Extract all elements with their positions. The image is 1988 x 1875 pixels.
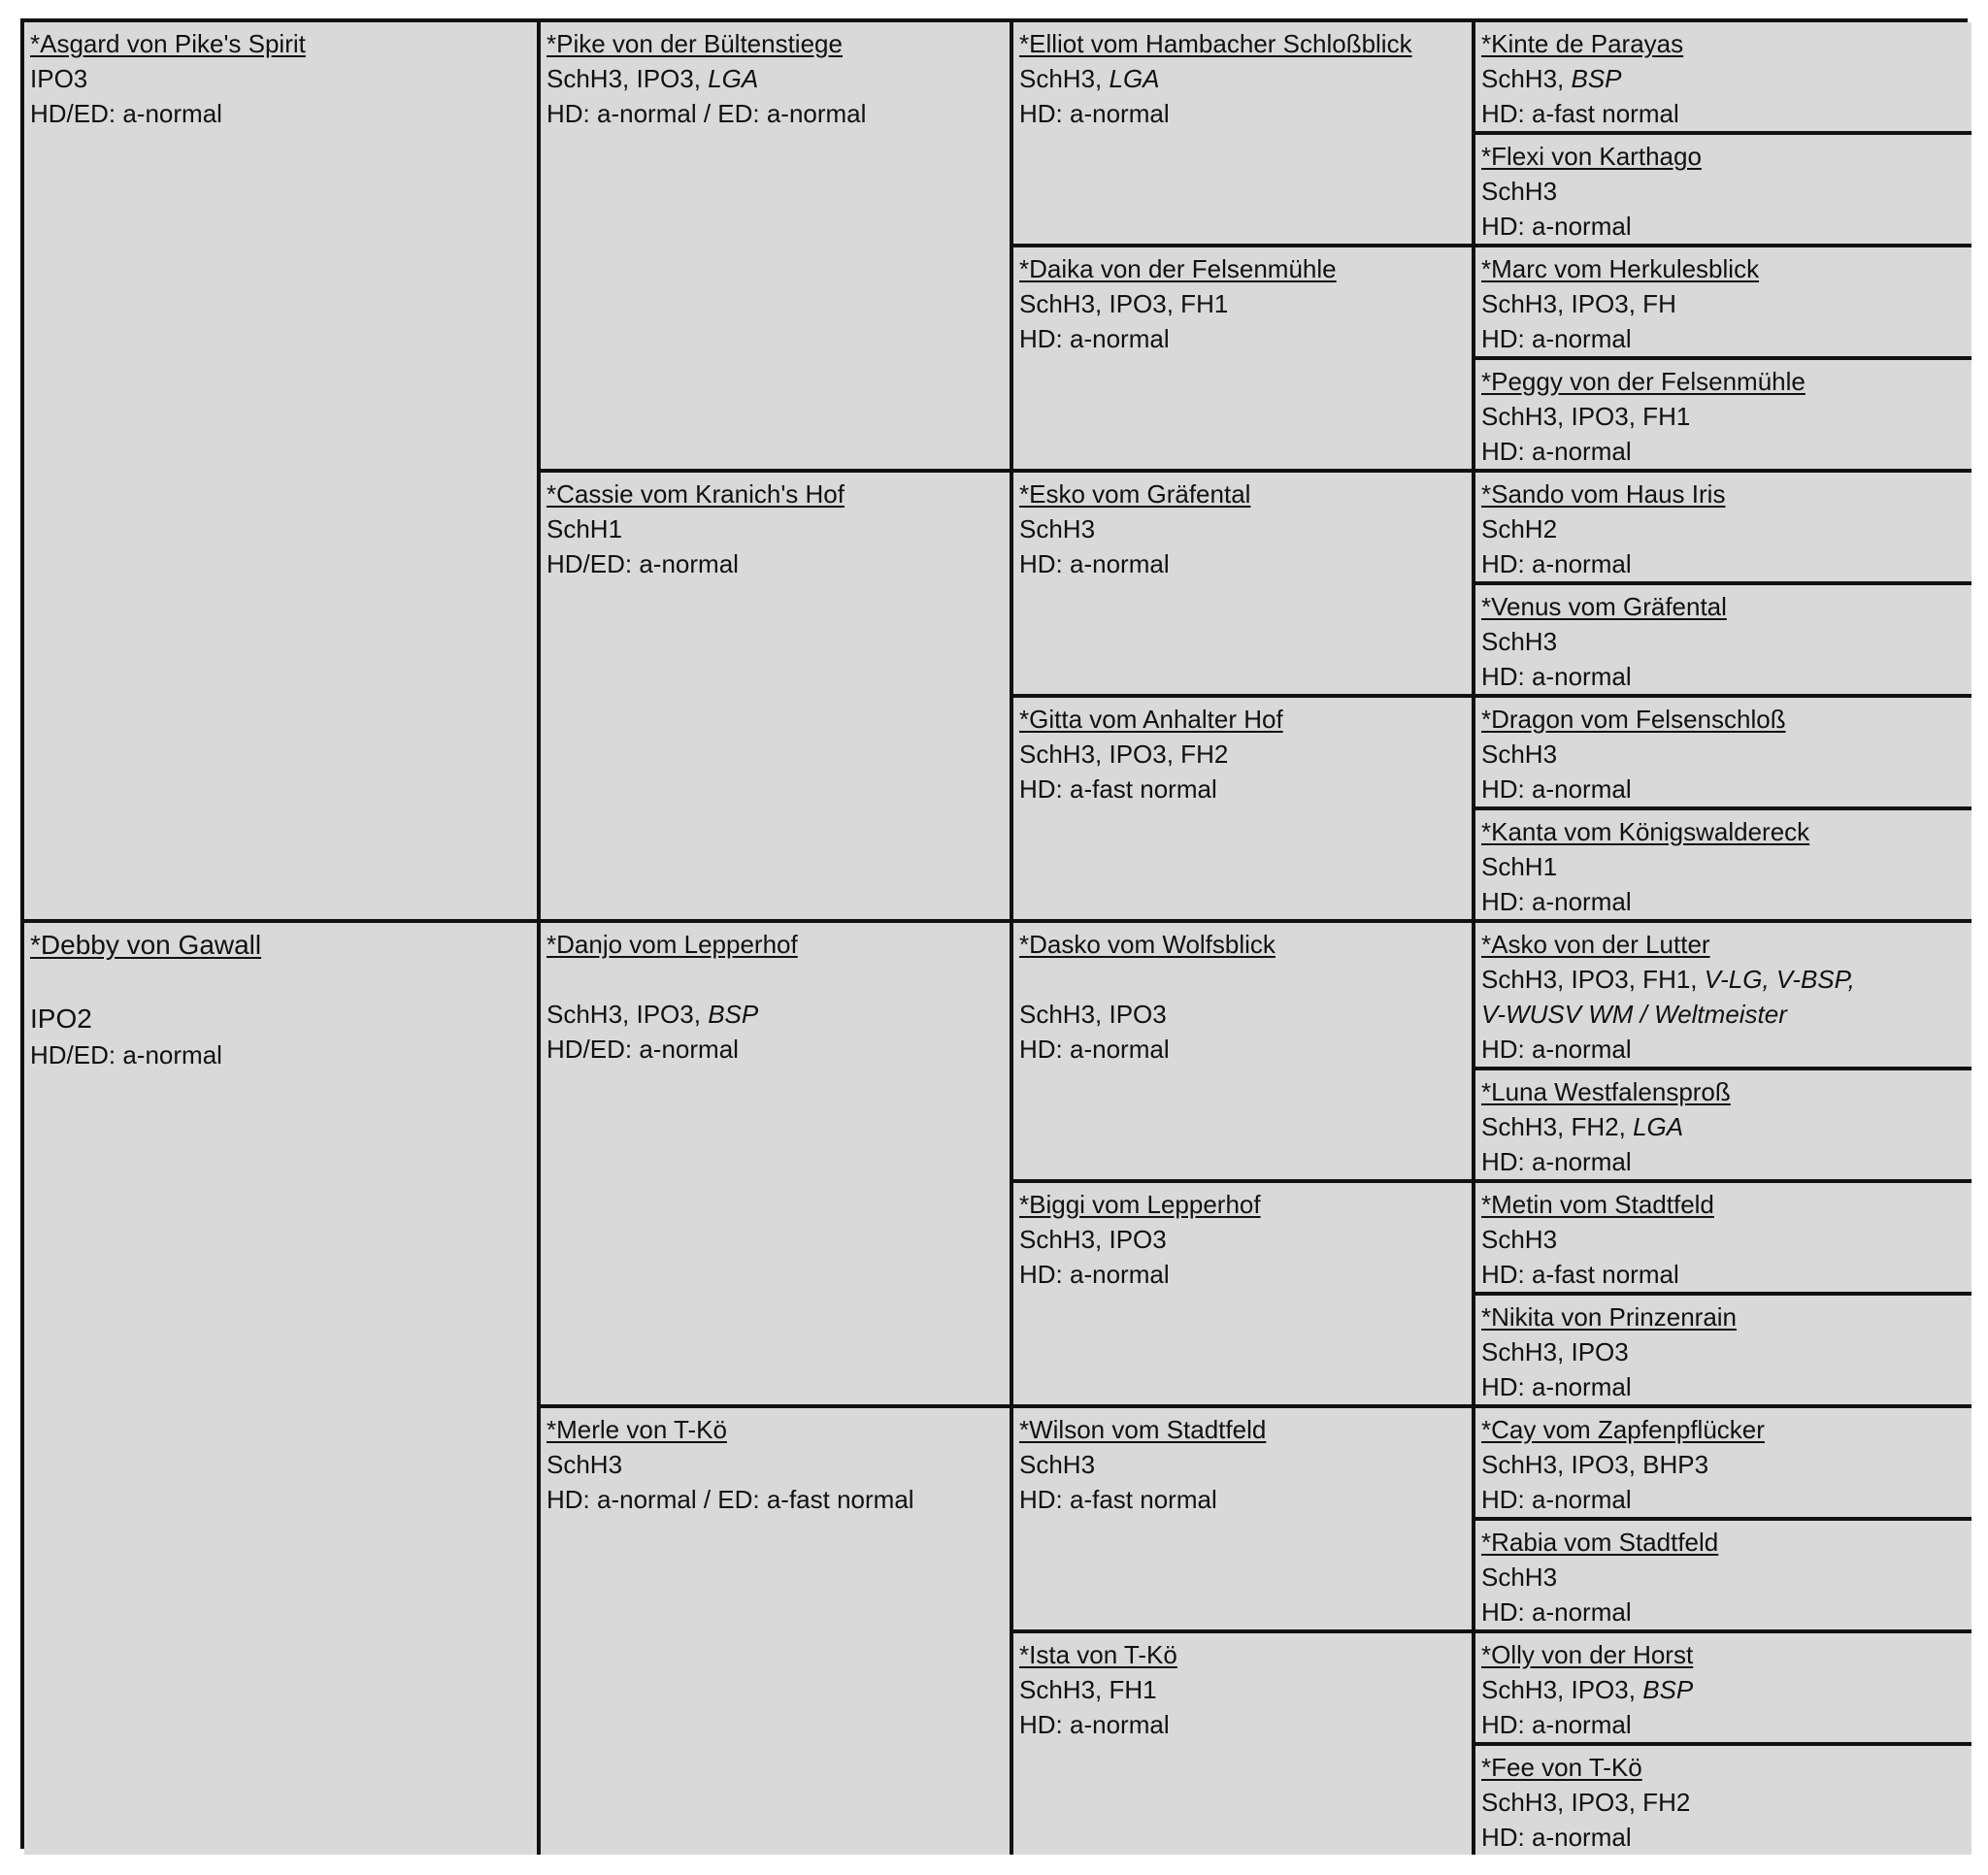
ancestor-cell <box>1475 806 1971 919</box>
ancestor-cell <box>1475 1404 1971 1517</box>
ancestor-name[interactable]: *Peggy von der Felsenmühle <box>1481 367 1806 396</box>
great-grandparent-name[interactable]: *Ista von T-Kö <box>1019 1640 1177 1669</box>
ancestor-cell <box>1475 1179 1971 1292</box>
ancestor-title <box>1481 1222 1971 1257</box>
ancestor-health: HD: a-normal <box>1481 1035 1632 1064</box>
grandparent-title <box>547 997 1010 1032</box>
ancestor-health: HD: a-normal <box>1481 212 1632 241</box>
grandparent-title <box>547 511 1010 546</box>
dam-cell <box>24 919 541 1855</box>
great-grandparent-name[interactable]: *Daika von der Felsenmühle <box>1019 254 1337 283</box>
great-grandparent-cell <box>1013 919 1475 1179</box>
ancestor-health: HD: a-fast normal <box>1481 99 1679 128</box>
ancestor-name[interactable]: *Flexi von Karthago <box>1481 142 1702 171</box>
grandparent-cell <box>541 22 1013 469</box>
sire-cell <box>24 22 541 919</box>
ancestor-health: HD: a-normal <box>1481 324 1632 353</box>
ancestor-health: HD: a-normal <box>1481 1485 1632 1514</box>
great-grandparent-name[interactable]: *Wilson vom Stadtfeld <box>1019 1415 1267 1444</box>
grandparent-name[interactable]: *Cassie vom Kranich's Hof <box>547 479 845 509</box>
great-grandparent-name[interactable]: *Elliot vom Hambacher Schloßblick <box>1019 29 1412 58</box>
ancestor-title <box>1481 399 1971 434</box>
ancestor-cell <box>1475 244 1971 356</box>
ancestor-name[interactable]: *Sando vom Haus Iris <box>1481 479 1726 509</box>
ancestor-health: HD: a-normal <box>1481 887 1632 916</box>
great-grandparent-title <box>1019 286 1472 321</box>
great-grandparent-health: HD: a-normal <box>1019 1710 1170 1739</box>
ancestor-cell <box>1475 1292 1971 1404</box>
grandparent-cell <box>541 469 1013 919</box>
title-plain: SchH3, IPO3, FH2 <box>1481 1788 1691 1817</box>
ancestor-cell <box>1475 581 1971 694</box>
ancestor-name[interactable]: *Asko von der Lutter <box>1481 930 1710 959</box>
great-grandparent-name[interactable]: *Gitta vom Anhalter Hof <box>1019 705 1283 734</box>
ancestor-name[interactable]: *Cay vom Zapfenpflücker <box>1481 1415 1765 1444</box>
ancestor-title <box>1481 1785 1971 1820</box>
title-italic: LGA <box>708 64 759 93</box>
title-plain: SchH3, IPO3, FH1, <box>1481 965 1705 994</box>
ancestor-title <box>1481 61 1971 96</box>
title-plain: SchH3, IPO3, FH1 <box>1019 289 1229 318</box>
grandparent-health: HD: a-normal / ED: a-normal <box>547 99 867 128</box>
title-plain: SchH3, FH2, <box>1481 1112 1634 1141</box>
grandparent-cell <box>541 1404 1013 1855</box>
title-plain: SchH3, IPO3 <box>1481 1337 1629 1366</box>
title-plain: SchH3 <box>1019 514 1096 543</box>
ancestor-cell <box>1475 469 1971 581</box>
great-grandparent-title <box>1019 1222 1472 1257</box>
ancestor-title <box>1481 624 1971 659</box>
ancestor-health: HD: a-normal <box>1481 1823 1632 1852</box>
great-grandparent-cell <box>1013 694 1475 919</box>
great-grandparent-cell <box>1013 244 1475 469</box>
grandparent-name[interactable]: *Danjo vom Lepperhof <box>547 930 798 959</box>
title-italic: LGA <box>1633 1112 1684 1141</box>
great-grandparent-name[interactable]: *Esko vom Gräfental <box>1019 479 1251 509</box>
ancestor-health: HD: a-normal <box>1481 1147 1632 1176</box>
title-plain: SchH3 <box>1481 627 1558 656</box>
title-plain: SchH3, IPO3, <box>1481 1675 1643 1704</box>
ancestor-name[interactable]: *Luna Westfalensproß <box>1481 1077 1731 1106</box>
great-grandparent-health: HD: a-normal <box>1019 549 1170 578</box>
ancestor-title-continued: V-WUSV WM / Weltmeister <box>1481 1000 1787 1029</box>
ancestor-cell <box>1475 131 1971 244</box>
great-grandparent-title <box>1019 1447 1472 1482</box>
grandparent-name[interactable]: *Pike von der Bültenstiege <box>547 29 843 58</box>
great-grandparent-spacer <box>1019 962 1472 997</box>
ancestor-title <box>1481 1447 1971 1482</box>
ancestor-name[interactable]: *Kinte de Parayas <box>1481 29 1684 58</box>
ancestor-title <box>1481 962 1971 997</box>
great-grandparent-health: HD: a-normal <box>1019 1260 1170 1289</box>
ancestor-health: HD: a-normal <box>1481 1597 1632 1627</box>
ancestor-health: HD: a-normal <box>1481 774 1632 804</box>
ancestor-title <box>1481 1560 1971 1595</box>
title-plain: SchH3, FH1 <box>1019 1675 1157 1704</box>
ancestor-name[interactable]: *Venus vom Gräfental <box>1481 592 1727 621</box>
grandparent-title <box>547 1447 1010 1482</box>
great-grandparent-title <box>1019 737 1472 772</box>
great-grandparent-title <box>1019 1672 1472 1707</box>
great-grandparent-name[interactable]: *Dasko vom Wolfsblick <box>1019 930 1276 959</box>
dam-name[interactable]: *Debby von Gawall <box>30 930 262 960</box>
ancestor-name[interactable]: *Olly von der Horst <box>1481 1640 1694 1669</box>
title-plain: SchH1 <box>547 514 623 543</box>
title-italic: BSP <box>708 1000 759 1029</box>
ancestor-name[interactable]: *Dragon vom Felsenschloß <box>1481 705 1786 734</box>
ancestor-health: HD: a-fast normal <box>1481 1260 1679 1289</box>
ancestor-title <box>1481 286 1971 321</box>
ancestor-cell <box>1475 1629 1971 1742</box>
ancestor-title <box>1481 1672 1971 1707</box>
ancestor-title <box>1481 511 1971 546</box>
ancestor-name[interactable]: *Rabia vom Stadtfeld <box>1481 1528 1719 1557</box>
great-grandparent-title <box>1019 511 1472 546</box>
ancestor-health: HD: a-normal <box>1481 1372 1632 1401</box>
title-plain: SchH3, IPO3, FH <box>1481 289 1676 318</box>
ancestor-health: HD: a-normal <box>1481 437 1632 466</box>
ancestor-name[interactable]: *Nikita von Prinzenrain <box>1481 1302 1738 1332</box>
title-plain: SchH3 <box>1481 1225 1558 1254</box>
dam-health: HD/ED: a-normal <box>30 1040 222 1069</box>
great-grandparent-health: HD: a-normal <box>1019 1035 1170 1064</box>
grandparent-name[interactable]: *Merle von T-Kö <box>547 1415 727 1444</box>
ancestor-health: HD: a-normal <box>1481 662 1632 691</box>
grandparent-title <box>547 61 1010 96</box>
title-plain: SchH3, IPO3 <box>1019 1225 1167 1254</box>
sire-title: IPO3 <box>30 64 88 93</box>
ancestor-cell <box>1475 1742 1971 1855</box>
sire-name[interactable]: *Asgard von Pike's Spirit <box>30 29 306 58</box>
title-italic: BSP <box>1571 64 1622 93</box>
ancestor-cell <box>1475 919 1971 1067</box>
title-plain: SchH3, <box>1019 64 1110 93</box>
title-plain: SchH2 <box>1481 514 1558 543</box>
title-plain: SchH3, IPO3 <box>1019 1000 1167 1029</box>
ancestor-cell <box>1475 356 1971 469</box>
grandparent-health: HD/ED: a-normal <box>547 549 739 578</box>
great-grandparent-cell <box>1013 22 1475 244</box>
title-plain: SchH3, IPO3, BHP3 <box>1481 1450 1709 1479</box>
ancestor-cell <box>1475 1517 1971 1629</box>
ancestor-name[interactable]: *Marc vom Herkulesblick <box>1481 254 1760 283</box>
ancestor-cell <box>1475 694 1971 806</box>
great-grandparent-title <box>1019 61 1472 96</box>
sire-health: HD/ED: a-normal <box>30 99 222 128</box>
title-plain: SchH1 <box>1481 852 1558 881</box>
great-grandparent-cell <box>1013 1404 1475 1629</box>
great-grandparent-health: HD: a-fast normal <box>1019 774 1217 804</box>
ancestor-name[interactable]: *Kanta vom Königswaldereck <box>1481 817 1810 846</box>
title-plain: SchH3 <box>1019 1450 1096 1479</box>
ancestor-health: HD: a-normal <box>1481 1710 1632 1739</box>
ancestor-title <box>1481 849 1971 884</box>
ancestor-name[interactable]: *Metin vom Stadtfeld <box>1481 1190 1714 1219</box>
title-plain: SchH3, <box>1481 64 1572 93</box>
title-plain: SchH3, IPO3, FH2 <box>1019 740 1229 769</box>
ancestor-title <box>1481 737 1971 772</box>
ancestor-cell <box>1475 22 1971 131</box>
dam-spacer <box>30 964 537 1001</box>
title-plain: SchH3 <box>1481 740 1558 769</box>
great-grandparent-health: HD: a-normal <box>1019 99 1170 128</box>
grandparent-health: HD: a-normal / ED: a-fast normal <box>547 1485 914 1514</box>
title-italic: LGA <box>1109 64 1160 93</box>
ancestor-title <box>1481 174 1971 209</box>
title-plain: SchH3, IPO3, <box>547 64 709 93</box>
title-italic: BSP <box>1642 1675 1694 1704</box>
ancestor-title <box>1481 1334 1971 1369</box>
grandparent-spacer <box>547 962 1010 997</box>
title-italic: V-LG, V-BSP, <box>1704 965 1855 994</box>
great-grandparent-health: HD: a-fast normal <box>1019 1485 1217 1514</box>
pedigree-table <box>20 18 1968 1852</box>
title-plain: SchH3, IPO3, <box>547 1000 709 1029</box>
ancestor-title <box>1481 1109 1971 1144</box>
title-plain: SchH3 <box>547 1450 623 1479</box>
dam-title: IPO2 <box>30 1003 92 1034</box>
grandparent-health: HD/ED: a-normal <box>547 1035 739 1064</box>
ancestor-name[interactable]: *Fee von T-Kö <box>1481 1753 1642 1782</box>
ancestor-cell <box>1475 1067 1971 1179</box>
great-grandparent-cell <box>1013 1179 1475 1404</box>
title-plain: SchH3, IPO3, FH1 <box>1481 402 1691 431</box>
great-grandparent-cell <box>1013 1629 1475 1855</box>
great-grandparent-cell <box>1013 469 1475 694</box>
great-grandparent-health: HD: a-normal <box>1019 324 1170 353</box>
grandparent-cell <box>541 919 1013 1404</box>
title-plain: SchH3 <box>1481 1562 1558 1592</box>
title-plain: SchH3 <box>1481 177 1558 206</box>
ancestor-health: HD: a-normal <box>1481 549 1632 578</box>
great-grandparent-title <box>1019 997 1472 1032</box>
great-grandparent-name[interactable]: *Biggi vom Lepperhof <box>1019 1190 1261 1219</box>
